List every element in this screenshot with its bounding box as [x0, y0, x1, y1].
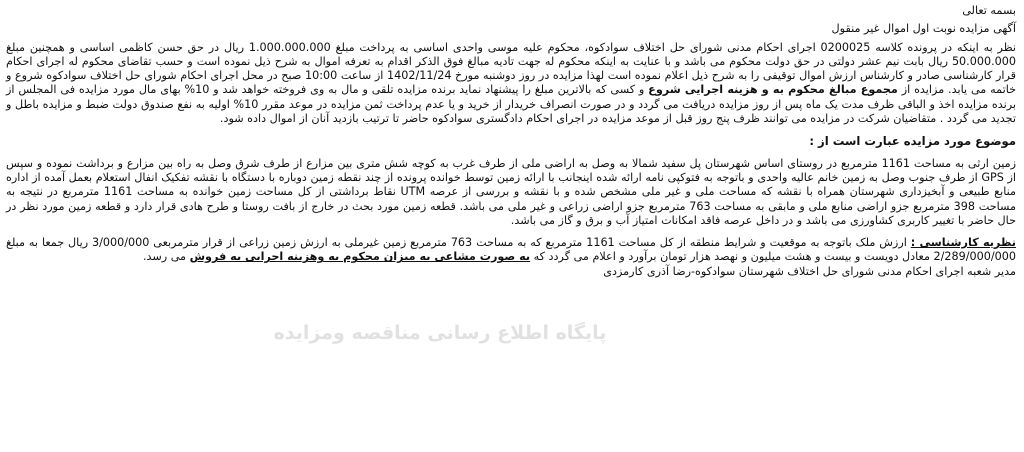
basmala: بسمه تعالی	[962, 4, 1016, 17]
subject-title: موضوع مورد مزایده عبارت است از :	[809, 134, 1016, 149]
expert-opinion-label: نظریه کارشناسی :	[910, 236, 1016, 250]
expert-opinion-paragraph	[6, 236, 1016, 265]
notice-title: آگهی مزایده نوبت اول اموال غیر منقول	[831, 22, 1016, 36]
auction-notice-document	[6, 4, 1016, 450]
intro-text-part-1: نظر به اینکه در پرونده کلاسه 0200025 اجرای احکام مدنی شورای حل اختلاف سوادکوه، محکوم علیه موسی واحدی اساسی به پرداخت مبلغ 1.000.000.000 ریال در حق حسن کاظمی اساسی و همچنین مبلغ 50.000.000 ریال بابت نیم عشر دولتی در حق دولت محکوم می باشد و با عنایت به اینکه محکوم له جهت تادیه مبالغ فوق الذکر اقدام به تعرفه اموال به شرح ذیل نموده است و حسب تقاضای محکوم له اجرای احکام قرار کارشناسی صادر و کارشناس ارزش اموال توقیفی را به شرح ذیل اعلام نموده است لهذا مزایده در روز دوشنبه مورخ 1402/11/24 از ساعت 10:00 صبح در محل اجرای احکام شورای حل اختلاف سوادکوه شروع و خاتمه می یابد. مزایده از	[6, 40, 1017, 97]
watermark: پایگاه اطلاع رسانی مناقصه ومزایده	[273, 322, 607, 344]
expert-opinion-end: می رسد.	[142, 250, 190, 264]
expert-opinion-text: ارزش ملک باتوجه به موقعیت و شرایط منطقه از کل مساحت 1161 مترمربع که به مساحت 763 مترمربع زمین غیرملی به ارزش زمین زراعی از قرار مترمربعی 3/000/000 ریال جمعا به مبلغ 2/289/000/000 معادل دویست و بیست و هشت میلیون و نهصد هزار تومان برآورد و اعلام می گردد که	[6, 236, 1016, 264]
intro-paragraph	[6, 41, 1016, 127]
expert-opinion-bold: به صورت مشاعی به میزان محکوم به وهزینه اجرایی به فروش	[189, 250, 531, 264]
signature-line: مدیر شعبه اجرای احکام مدنی شورای حل اختلاف شهرستان سوادکوه-رضا آذری کارمزدی	[603, 264, 1016, 278]
subject-paragraph: زمین ارثی به مساحت 1161 مترمربع در روستای اساس شهرستان پل سفید شمالا به وصل به اراضی ملی از طرف غرب به کوچه شش متری بین مزارع از طرف شرق وصل به راه بین مزارع و برداشت نموده و سپس از GPS از طرف جنوب وصل به زمین خانم عالیه واحدی و باتوجه به فتوکپی نامه ارائه شده اینجانب با ارائه زمین توسط خوانده پرونده از چند نقطه زمین دوباره با دستگاه با نقشه تفکیک انفال استعلام بعمل آمده از اداره منابع طبیعی و آبخیزداری شهرستان همراه با نقشه که مساحت ملی و غیر ملی مشخص شده و با نقشه و بررسی از عرصه UTM نقاط برداشتی از کل مساحت زمین خوانده به مساحت 1161 مترمربع در نتیجه به مساحت 398 مترمربع جزو اراضی منابع ملی و مابقی به مساحت 763 مترمربع جزو اراضی زراعی و غیر ملی می باشد. قطعه زمین مورد بحث در خارج از بافت روستا و طرح هادی قرار دارد و قطعه زمین مورد نظر در حال حاضر با تغییر کاربری کشاورزی می باشد و در داخل عرصه فاقد امکانات امتیاز آب و برق و گاز می باشد.	[6, 156, 1017, 227]
intro-text-part-2: و کسی که بالاترین مبلغ را پیشنهاد نماید برنده مزایده تلقی و مال به وی فروخته خواهد شد و 10% بهای مال مورد مزایده فی المجلس از برنده مزایده اخذ و الباقی ظرف مدت یک ماه پس از روز مزایده دریافت می گردد و در صورت انصراف خریدار از خرید و یا عدم پرداخت ثمن مزایده در موعد مقرر 10% اولیه به نفع صندوق دولت ضبط و مزایده باطل و تجدید می گردد . متقاضیان شرکت در مزایده می توانند ظرف پنج روز قبل از موعد مزایده در اجرای احکام دادگستری سوادکوه حاضر تا ترتیب بازدید آنان از اموال داده شود.	[6, 83, 1016, 126]
intro-bold-phrase: مجموع مبالغ محکوم به و هزینه اجرایی شروع	[648, 83, 898, 97]
